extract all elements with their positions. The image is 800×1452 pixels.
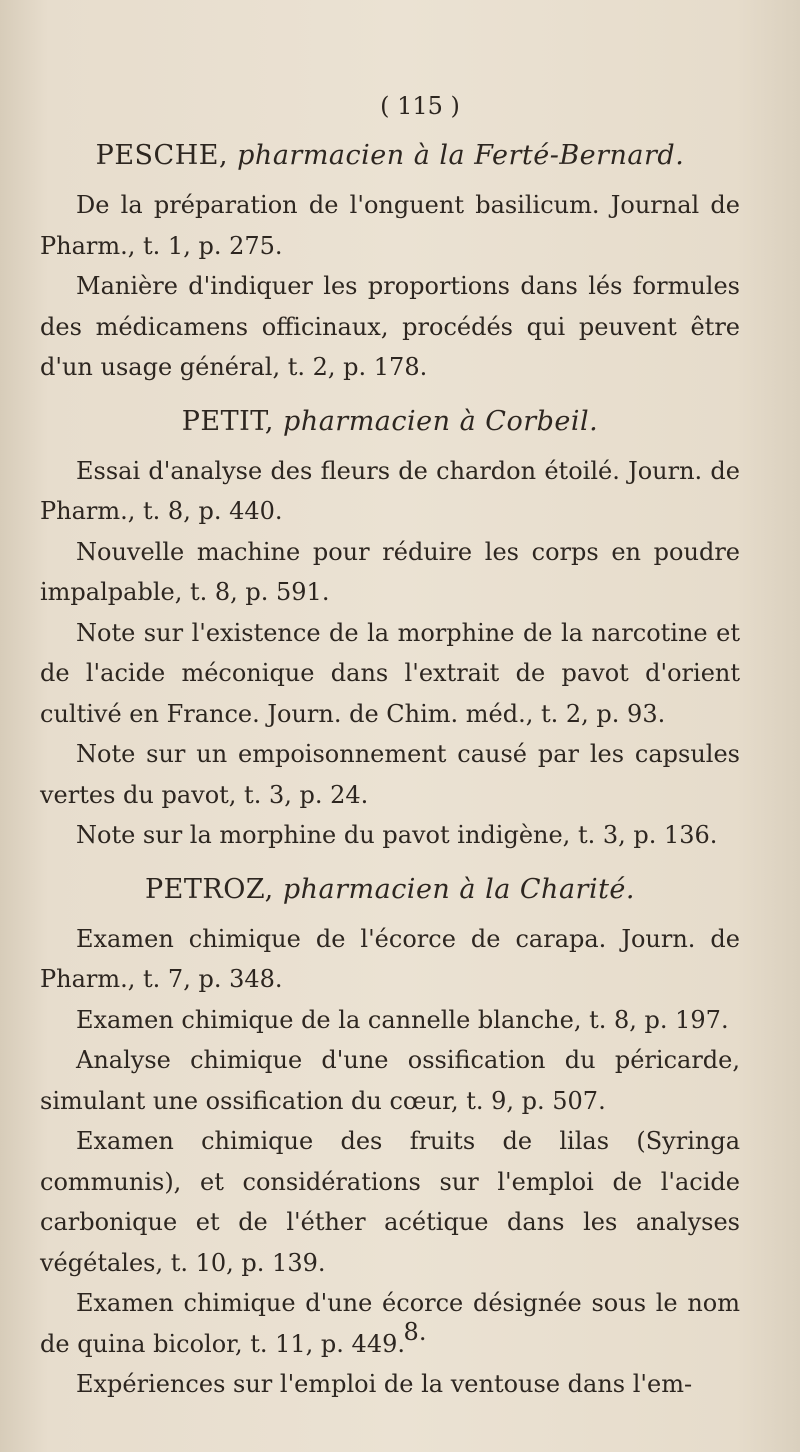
- author-name: PETROZ,: [145, 873, 274, 905]
- page-number: ( 115 ): [380, 92, 460, 120]
- author-name: PETIT,: [181, 405, 274, 437]
- entry: Essai d'analyse des fleurs de chardon étoilé. Journ. de Pharm., t. 8, p. 440.: [40, 456, 740, 525]
- author-role: pharmacien à la Charité.: [282, 873, 635, 905]
- entry: Examen chimique de l'écorce de carapa. Journ. de Pharm., t. 7, p. 348.: [40, 924, 740, 993]
- section-pesche: [40, 140, 740, 388]
- signature-mark: 8.: [403, 1318, 427, 1346]
- entry: Analyse chimique d'une ossification du péricarde, simulant une ossification du cœur, t. 9, p. 507.: [40, 1046, 740, 1115]
- author-role: pharmacien à la Ferté-Bernard.: [237, 140, 685, 171]
- entry: Examen chimique d'une écorce désignée sous le nom de quina bicolor, t. 11, p. 449.: [40, 1289, 740, 1358]
- entry: Examen chimique de la cannelle blanche, t. 8, p. 197.: [76, 1005, 729, 1034]
- entry: Nouvelle machine pour réduire les corps en poudre impalpable, t. 8, p. 591.: [40, 537, 740, 606]
- section-petit: [40, 406, 740, 856]
- section-heading: [40, 140, 740, 171]
- entry: Note sur la morphine du pavot indigène, t. 3, p. 136.: [76, 821, 718, 849]
- entry: De la préparation de l'onguent basilicum. Journal de Pharm., t. 1, p. 275.: [40, 191, 740, 260]
- author-name: PESCHE,: [95, 140, 229, 171]
- page-content: [40, 140, 740, 1423]
- section-heading: [40, 874, 740, 905]
- entry: Note sur l'existence de la morphine de la narcotine et de l'acide méconique dans l'extrait de pavot d'orient cultivé en France. Journ. de Chim. méd., t. 2, p. 93.: [40, 618, 740, 728]
- entry: Examen chimique des fruits de lilas (Syringa communis), et considérations sur l'emploi de l'acide carbonique et de l'éther acétique dans les analyses végétales, t. 10, p. 139.: [40, 1127, 740, 1277]
- entry: Note sur un empoisonnement causé par les capsules vertes du pavot, t. 3, p. 24.: [40, 740, 740, 809]
- section-heading: [40, 406, 740, 437]
- entry: Manière d'indiquer les proportions dans lés formules des médicamens officinaux, procédés qui peuvent être d'un usage général, t. 2, p. 178.: [40, 272, 740, 381]
- author-role: pharmacien à Corbeil.: [283, 405, 599, 437]
- entry: Expériences sur l'emploi de la ventouse dans l'em-: [76, 1370, 693, 1398]
